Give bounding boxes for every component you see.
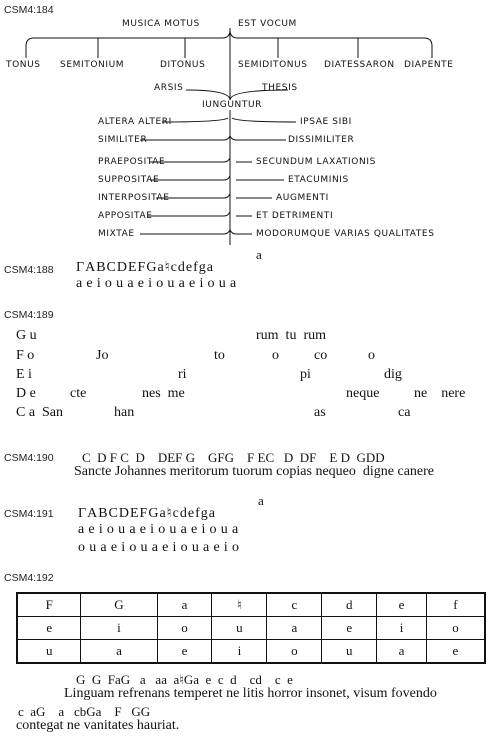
neume-notes: c aG a cbGa F GG	[18, 704, 151, 719]
grid-row: pi	[300, 367, 311, 382]
table-cell: o	[426, 617, 485, 640]
left-item: APPOSITAE	[98, 211, 153, 221]
table-cell: u	[17, 640, 81, 664]
ref-csm191: CSM4:191	[4, 508, 54, 520]
left-item: ALTERA ALTERI	[98, 117, 172, 127]
grid-row: to	[214, 348, 225, 363]
right-item: MODORUMQUE VARIAS QUALITATES	[256, 229, 435, 239]
grid-row: San	[42, 405, 63, 420]
heading-est-vocum: EST VOCUM	[238, 19, 297, 29]
left-item: SUPPOSITAE	[98, 175, 160, 185]
neume-notes: G G FaG a aa a♮Ga e c d cd c e	[76, 672, 293, 687]
table-cell: o	[267, 640, 322, 664]
ref-csm192: CSM4:192	[4, 572, 54, 584]
table-cell: e	[377, 593, 427, 617]
table-cell: ♮	[212, 593, 267, 617]
vowel-table	[16, 592, 486, 664]
right-item: ET DETRIMENTI	[256, 211, 334, 221]
left-item: PRAEPOSITAE	[98, 157, 166, 167]
right-item: SECUNDUM LAXATIONIS	[256, 157, 376, 167]
interval-ditonus: DITONUS	[160, 60, 206, 70]
table-row	[17, 640, 485, 664]
left-item: INTERPOSITAE	[98, 193, 170, 203]
ref-csm189: CSM4:189	[4, 309, 54, 321]
table-cell: F	[17, 593, 81, 617]
left-item: SIMILITER	[98, 135, 148, 145]
table-cell: e	[322, 617, 377, 640]
gamut-superscript: a	[256, 247, 262, 262]
gamut-vowels: aeiouaeiouaeioua	[76, 276, 241, 291]
grid-row: G u	[16, 328, 37, 343]
ref-csm184: CSM4:184	[4, 4, 54, 16]
table-cell: i	[212, 640, 267, 664]
grid-row: ca	[398, 405, 411, 420]
grid-row: neque	[346, 386, 380, 401]
interval-diapente: DIAPENTE	[404, 60, 454, 70]
table-cell: G	[81, 593, 157, 617]
ref-csm190: CSM4:190	[4, 452, 54, 464]
gamut-vowels: aeiouaeiouaeioua	[78, 522, 243, 537]
grid-row: o	[368, 348, 375, 363]
table-cell: e	[157, 640, 212, 664]
table-cell: o	[157, 617, 212, 640]
grid-row: E i	[16, 367, 32, 382]
interval-semitonium: SEMITONIUM	[60, 60, 125, 70]
neume-notes: C D F C D DEF G GFG F EC D DF E D GDD	[82, 450, 385, 465]
label-iunguntur: IUNGUNTUR	[202, 100, 263, 110]
ref-csm188: CSM4:188	[4, 264, 54, 276]
chant-text: Linguam refrenans temperet ne litis horror insonet, visum fovendo	[64, 686, 437, 701]
grid-row: ne nere	[414, 386, 466, 401]
table-cell: u	[322, 640, 377, 664]
table-cell: e	[426, 640, 485, 664]
grid-row: ri	[178, 367, 187, 382]
diagram-lines	[0, 0, 504, 250]
table-row	[17, 593, 485, 617]
grid-row: rum tu rum	[256, 328, 326, 343]
gamut-letters: ΓABCDEFGa♮cdefga	[76, 260, 214, 275]
gamut-vowels: ouaeiouaeiouaeio	[78, 540, 244, 555]
chant-text: Sancte Johannes meritorum tuorum copias nequeo digne canere	[74, 464, 434, 479]
table-row	[17, 617, 485, 640]
grid-row: Jo	[96, 348, 109, 363]
left-item: MIXTAE	[98, 229, 135, 239]
table-cell: u	[212, 617, 267, 640]
interval-semiditonus: SEMIDITONUS	[238, 60, 308, 70]
grid-row: nes me	[142, 386, 185, 401]
grid-row: D e	[16, 386, 36, 401]
label-arsis: ARSIS	[154, 83, 184, 93]
table-cell: i	[377, 617, 427, 640]
table-cell: e	[17, 617, 81, 640]
interval-diatessaron: DIATESSARON	[324, 60, 395, 70]
table-cell: i	[81, 617, 157, 640]
gamut-letters: ΓABCDEFGa♮cdefga	[78, 506, 216, 521]
gamut-superscript: a	[258, 493, 264, 508]
table-cell: f	[426, 593, 485, 617]
table-cell: a	[157, 593, 212, 617]
right-item: DISSIMILITER	[288, 135, 355, 145]
right-item: IPSAE SIBI	[300, 117, 352, 127]
right-item: AUGMENTI	[276, 193, 329, 203]
grid-row: han	[114, 405, 135, 420]
grid-row: cte	[70, 386, 87, 401]
grid-row: co	[314, 348, 328, 363]
table-cell: d	[322, 593, 377, 617]
grid-row: C a	[16, 405, 36, 420]
grid-row: F o	[16, 348, 35, 363]
table-cell: a	[267, 617, 322, 640]
table-cell: a	[377, 640, 427, 664]
right-item: ETACUMINIS	[288, 175, 349, 185]
grid-row: as	[314, 405, 326, 420]
table-cell: a	[81, 640, 157, 664]
heading-musica-motus: MUSICA MOTUS	[122, 19, 200, 29]
label-thesis: THESIS	[262, 83, 298, 93]
interval-tonus: TONUS	[6, 60, 41, 70]
grid-row: dig	[384, 367, 402, 382]
grid-row: o	[272, 348, 279, 363]
chant-text: contegat ne vanitates hauriat.	[16, 718, 180, 733]
table-cell: c	[267, 593, 322, 617]
